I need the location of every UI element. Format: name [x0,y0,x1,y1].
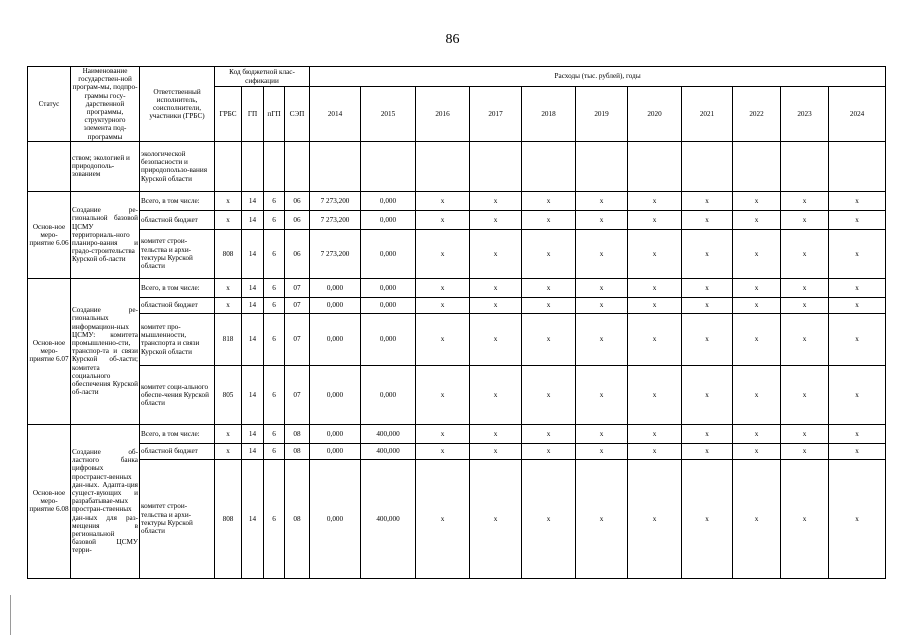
year-2019-cell: x [576,459,628,578]
year-2014-cell: 0,000 [310,443,361,459]
year-2021-cell: x [682,297,733,313]
year-2018-cell: x [522,210,576,229]
pgp-cell: 6 [264,191,285,210]
responsible-cell: комитет про-мышленности, транспорта и связи Курской области [140,313,215,365]
year-2017-cell: x [470,313,522,365]
year-2017-cell: x [470,365,522,424]
year-2018-cell: x [522,459,576,578]
gp-cell: 14 [242,210,264,229]
year-2024-cell: x [829,424,886,443]
year-2015-cell: 0,000 [361,229,416,278]
grbs-cell: 808 [215,229,242,278]
year-2016-cell: x [416,424,470,443]
empty-cell [310,141,361,191]
year-2022-cell: x [733,210,781,229]
year-2014-cell: 0,000 [310,365,361,424]
year-2019-cell: x [576,278,628,297]
year-2021-cell: x [682,278,733,297]
table-row [28,278,886,297]
continuation-name: ством; экологией и природополь-зованием [71,141,140,191]
empty-cell [242,141,264,191]
sep-cell: 08 [285,443,310,459]
header-year-2022: 2022 [733,87,781,142]
year-2014-cell: 0,000 [310,297,361,313]
year-2015-cell: 400,000 [361,443,416,459]
header-gp: ГП [242,87,264,142]
year-2017-cell: x [470,210,522,229]
pgp-cell: 6 [264,297,285,313]
year-2020-cell: x [628,278,682,297]
continuation-status [28,141,71,191]
year-2022-cell: x [733,459,781,578]
grbs-cell: x [215,278,242,297]
year-2017-cell: x [470,297,522,313]
gp-cell: 14 [242,229,264,278]
grbs-cell: 805 [215,365,242,424]
year-2020-cell: x [628,424,682,443]
year-2021-cell: x [682,191,733,210]
table-row [28,313,886,365]
gp-cell: 14 [242,459,264,578]
year-2023-cell: x [781,424,829,443]
year-2023-cell: x [781,297,829,313]
year-2019-cell: x [576,313,628,365]
year-2016-cell: x [416,313,470,365]
table-row [28,365,886,424]
year-2015-cell: 400,000 [361,424,416,443]
sep-cell: 07 [285,313,310,365]
year-2019-cell: x [576,191,628,210]
page-number: 86 [445,32,460,47]
pgp-cell: 6 [264,459,285,578]
year-2018-cell: x [522,278,576,297]
sep-cell: 07 [285,278,310,297]
table-row [28,229,886,278]
gp-cell: 14 [242,424,264,443]
year-2016-cell: x [416,443,470,459]
year-2021-cell: x [682,210,733,229]
year-2022-cell: x [733,313,781,365]
event-status: Основ-ное меро-приятие 6.07 [28,278,71,424]
year-2017-cell: x [470,229,522,278]
empty-cell [416,141,470,191]
year-2019-cell: x [576,229,628,278]
year-2018-cell: x [522,443,576,459]
year-2023-cell: x [781,459,829,578]
sep-cell: 06 [285,210,310,229]
header-year-2020: 2020 [628,87,682,142]
year-2016-cell: x [416,459,470,578]
empty-cell [682,141,733,191]
year-2021-cell: x [682,459,733,578]
header-year-2021: 2021 [682,87,733,142]
sep-cell: 08 [285,424,310,443]
year-2018-cell: x [522,365,576,424]
year-2016-cell: x [416,210,470,229]
year-2021-cell: x [682,313,733,365]
gp-cell: 14 [242,191,264,210]
table-row [28,459,886,578]
year-2024-cell: x [829,443,886,459]
continuation-row [28,141,886,191]
year-2023-cell: x [781,210,829,229]
pgp-cell: 6 [264,443,285,459]
year-2018-cell: x [522,424,576,443]
header-year-2018: 2018 [522,87,576,142]
sep-cell: 08 [285,459,310,578]
continuation-responsible: экологической безопасности и природопользо-вания Курской области [140,141,215,191]
empty-cell [285,141,310,191]
year-2014-cell: 0,000 [310,424,361,443]
sep-cell: 06 [285,229,310,278]
header-grbs: ГРБС [215,87,242,142]
year-2020-cell: x [628,229,682,278]
event-status: Основ-ное меро-приятие 6.08 [28,424,71,578]
year-2020-cell: x [628,443,682,459]
year-2024-cell: x [829,365,886,424]
year-2022-cell: x [733,424,781,443]
header-pgp: пГП [264,87,285,142]
year-2017-cell: x [470,191,522,210]
empty-cell [215,141,242,191]
gp-cell: 14 [242,443,264,459]
year-2022-cell: x [733,191,781,210]
year-2024-cell: x [829,191,886,210]
year-2019-cell: x [576,365,628,424]
year-2016-cell: x [416,297,470,313]
scan-edge-mark [10,595,11,635]
gp-cell: 14 [242,297,264,313]
year-2023-cell: x [781,229,829,278]
year-2014-cell: 7 273,200 [310,191,361,210]
year-2019-cell: x [576,443,628,459]
gp-cell: 14 [242,365,264,424]
year-2018-cell: x [522,191,576,210]
header-year-2023: 2023 [781,87,829,142]
responsible-cell: Всего, в том числе: [140,191,215,210]
header-budget-code: Код бюджетной клас-сификации [215,67,310,87]
year-2018-cell: x [522,297,576,313]
year-2019-cell: x [576,424,628,443]
table-row [28,297,886,313]
year-2022-cell: x [733,229,781,278]
responsible-cell: комитет строи-тельства и архи-тектуры Курской области [140,459,215,578]
header-year-2017: 2017 [470,87,522,142]
year-2017-cell: x [470,459,522,578]
year-2014-cell: 0,000 [310,313,361,365]
empty-cell [264,141,285,191]
header-year-2015: 2015 [361,87,416,142]
empty-cell [781,141,829,191]
year-2020-cell: x [628,459,682,578]
header-year-2019: 2019 [576,87,628,142]
grbs-cell: x [215,424,242,443]
year-2020-cell: x [628,297,682,313]
empty-cell [522,141,576,191]
table-body [28,141,886,578]
grbs-cell: x [215,443,242,459]
year-2020-cell: x [628,313,682,365]
year-2024-cell: x [829,229,886,278]
responsible-cell: комитет строи-тельства и архи-тектуры Курской области [140,229,215,278]
year-2014-cell: 0,000 [310,278,361,297]
year-2018-cell: x [522,313,576,365]
year-2021-cell: x [682,365,733,424]
year-2015-cell: 0,000 [361,278,416,297]
budget-table [27,66,886,579]
grbs-cell: x [215,191,242,210]
year-2022-cell: x [733,297,781,313]
header-year-2016: 2016 [416,87,470,142]
year-2014-cell: 7 273,200 [310,210,361,229]
responsible-cell: Всего, в том числе: [140,424,215,443]
empty-cell [628,141,682,191]
year-2015-cell: 400,000 [361,459,416,578]
year-2015-cell: 0,000 [361,210,416,229]
pgp-cell: 6 [264,229,285,278]
responsible-cell: областной бюджет [140,443,215,459]
header-responsible: Ответственный исполнитель, соисполнители, участники (ГРБС) [140,67,215,142]
year-2017-cell: x [470,424,522,443]
pgp-cell: 6 [264,210,285,229]
year-2022-cell: x [733,278,781,297]
year-2016-cell: x [416,365,470,424]
year-2023-cell: x [781,365,829,424]
year-2015-cell: 0,000 [361,191,416,210]
year-2024-cell: x [829,313,886,365]
year-2020-cell: x [628,191,682,210]
pgp-cell: 6 [264,313,285,365]
table-row [28,191,886,210]
header-sep: СЭП [285,87,310,142]
year-2018-cell: x [522,229,576,278]
year-2015-cell: 0,000 [361,365,416,424]
year-2014-cell: 0,000 [310,459,361,578]
year-2023-cell: x [781,313,829,365]
year-2015-cell: 0,000 [361,313,416,365]
responsible-cell: Всего, в том числе: [140,278,215,297]
year-2022-cell: x [733,443,781,459]
header-year-2014: 2014 [310,87,361,142]
year-2020-cell: x [628,365,682,424]
sep-cell: 06 [285,191,310,210]
header-status: Статус [28,67,71,142]
empty-cell [470,141,522,191]
year-2023-cell: x [781,278,829,297]
year-2021-cell: x [682,443,733,459]
empty-cell [576,141,628,191]
year-2022-cell: x [733,365,781,424]
empty-cell [733,141,781,191]
year-2017-cell: x [470,443,522,459]
year-2023-cell: x [781,443,829,459]
table-header [28,67,886,142]
gp-cell: 14 [242,278,264,297]
year-2021-cell: x [682,424,733,443]
year-2023-cell: x [781,191,829,210]
year-2014-cell: 7 273,200 [310,229,361,278]
responsible-cell: комитет соци-ального обеспе-чения Курской области [140,365,215,424]
year-2024-cell: x [829,210,886,229]
year-2024-cell: x [829,278,886,297]
sep-cell: 07 [285,297,310,313]
event-name: Создание об-ластного банка цифровых пространст-венных дан-ных. Адапта-ция сущест-вующих и разрабатывае-мых простран-ственных дан-ных для раз-мещения в региональной базовой ЦСМУ терри- [71,424,140,578]
grbs-cell: x [215,297,242,313]
header-year-2024: 2024 [829,87,886,142]
responsible-cell: областной бюджет [140,210,215,229]
event-status: Основ-ное меро-приятие 6.06 [28,191,71,278]
year-2021-cell: x [682,229,733,278]
grbs-cell: 818 [215,313,242,365]
year-2017-cell: x [470,278,522,297]
responsible-cell: областной бюджет [140,297,215,313]
event-name: Создание ре-гиональной базовой ЦСМУ территориаль-ного планиро-вания и градо-строительства Курской об-ласти [71,191,140,278]
year-2016-cell: x [416,191,470,210]
table-row [28,424,886,443]
year-2019-cell: x [576,210,628,229]
year-2024-cell: x [829,459,886,578]
year-2016-cell: x [416,229,470,278]
header-expenses: Расходы (тыс. рублей), годы [310,67,886,87]
table-row [28,210,886,229]
header-program-name: Наименование государствен-ной програм-мы, подпро-граммы госу-дарственной программы, структурного элемента под-программы [72,67,138,141]
table-row [28,443,886,459]
empty-cell [829,141,886,191]
empty-cell [361,141,416,191]
year-2020-cell: x [628,210,682,229]
year-2024-cell: x [829,297,886,313]
gp-cell: 14 [242,313,264,365]
pgp-cell: 6 [264,424,285,443]
pgp-cell: 6 [264,365,285,424]
year-2019-cell: x [576,297,628,313]
grbs-cell: 808 [215,459,242,578]
pgp-cell: 6 [264,278,285,297]
grbs-cell: x [215,210,242,229]
sep-cell: 07 [285,365,310,424]
year-2015-cell: 0,000 [361,297,416,313]
event-name: Создание ре-гиональных информацион-ных ЦСМУ: комитета промышленно-сти, транспор-та и связи Курской об-ласти; комитета социального обеспечения Курской об-ласти [71,278,140,424]
year-2016-cell: x [416,278,470,297]
